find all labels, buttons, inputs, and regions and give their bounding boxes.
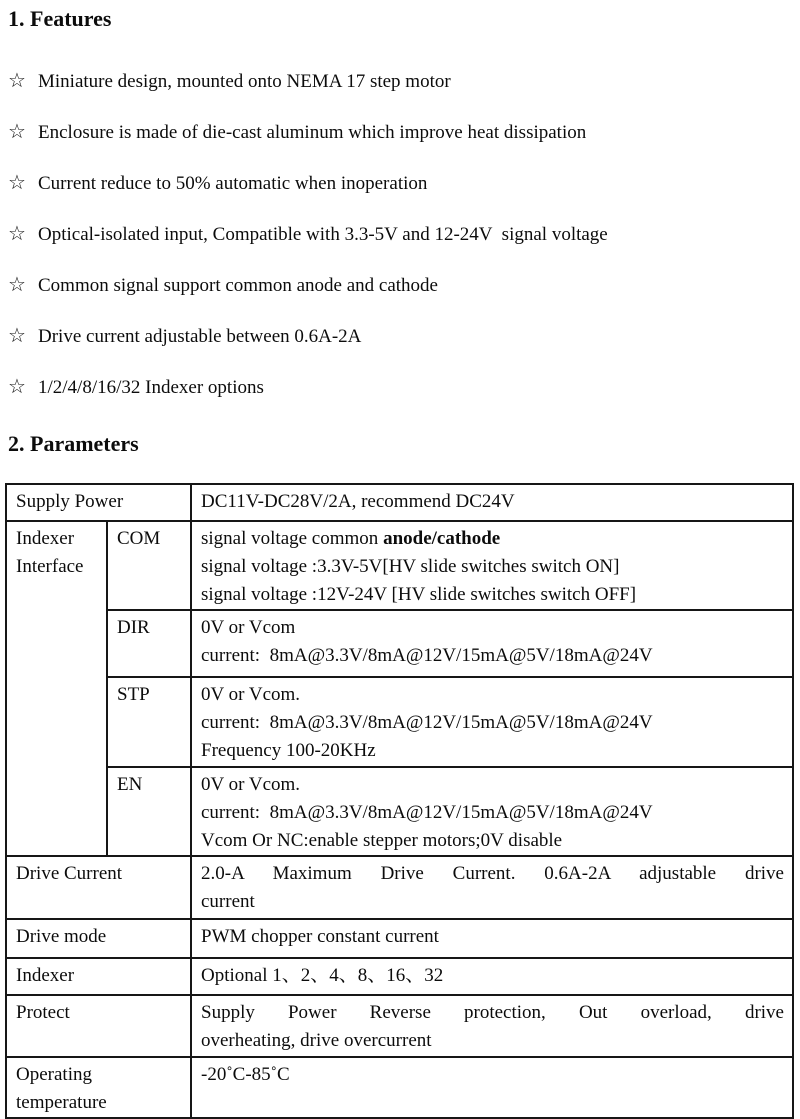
param-label-operating-temperature	[6, 1057, 191, 1118]
com-line-1	[201, 525, 784, 553]
param-value-stp	[191, 677, 793, 767]
feature-text: 1/2/4/8/16/32 Indexer options	[38, 377, 264, 398]
en-line-1: 0V or Vcom.	[201, 774, 301, 795]
param-label-drive-current: Drive Current	[6, 856, 191, 919]
row-operating-temperature	[6, 1057, 793, 1118]
row-drive-current	[6, 856, 793, 919]
com-line1-text: signal voltage common	[201, 528, 384, 549]
star-bullet-icon: ☆	[8, 376, 26, 398]
param-value-supply-power: DC11V-DC28V/2A, recommend DC24V	[191, 484, 793, 521]
feature-text: Current reduce to 50% automatic when inoperation	[38, 173, 428, 194]
indexer-interface-label-line1: Indexer	[16, 528, 75, 549]
row-en	[6, 767, 793, 856]
feature-item	[8, 375, 792, 400]
com-line-3: signal voltage :12V-24V [HV slide switches switch OFF]	[201, 584, 637, 605]
feature-text: Miniature design, mounted onto NEMA 17 step motor	[38, 71, 451, 92]
star-bullet-icon: ☆	[8, 223, 26, 245]
feature-text: Optical-isolated input, Compatible with 3.3-5V and 12-24V signal voltage	[38, 224, 608, 245]
param-sublabel-com: COM	[107, 521, 191, 610]
en-line-2: current: 8mA@3.3V/8mA@12V/15mA@5V/18mA@24V	[201, 802, 653, 823]
en-line-3: Vcom Or NC:enable stepper motors;0V disable	[201, 830, 563, 851]
operating-temperature-label-line1: Operating	[16, 1064, 92, 1085]
param-value-indexer: Optional 1、2、4、8、16、32	[191, 958, 793, 995]
parameters-heading: 2. Parameters	[8, 431, 139, 456]
dir-line-1: 0V or Vcom	[201, 617, 296, 638]
parameters-table	[5, 483, 794, 1119]
drive-current-line-2: current	[201, 891, 255, 912]
stp-line-3: Frequency 100-20KHz	[201, 740, 376, 761]
param-value-en	[191, 767, 793, 856]
star-bullet-icon: ☆	[8, 70, 26, 92]
param-value-dir	[191, 610, 793, 677]
stp-line-1: 0V or Vcom.	[201, 684, 301, 705]
star-bullet-icon: ☆	[8, 274, 26, 296]
drive-current-line-1: 2.0-A Maximum Drive Current. 0.6A-2A adjustable drive	[201, 863, 784, 884]
param-sublabel-en: EN	[107, 767, 191, 856]
param-label-drive-mode: Drive mode	[6, 919, 191, 958]
features-heading: 1. Features	[8, 6, 112, 31]
feature-item	[8, 171, 792, 196]
param-value-drive-current	[191, 856, 793, 919]
star-bullet-icon: ☆	[8, 325, 26, 347]
feature-item	[8, 120, 792, 145]
param-sublabel-dir: DIR	[107, 610, 191, 677]
param-sublabel-stp: STP	[107, 677, 191, 767]
star-bullet-icon: ☆	[8, 121, 26, 143]
protect-line-2: overheating, drive overcurrent	[201, 1030, 432, 1051]
param-value-com	[191, 521, 793, 610]
row-com	[6, 521, 793, 610]
param-label-indexer-interface	[6, 521, 107, 856]
row-stp	[6, 677, 793, 767]
param-label-protect: Protect	[6, 995, 191, 1057]
com-line1-bold: anode/cathode	[383, 528, 501, 549]
feature-text: Drive current adjustable between 0.6A-2A	[38, 326, 362, 347]
row-protect	[6, 995, 793, 1057]
protect-line-1: Supply Power Reverse protection, Out overload, drive	[201, 1002, 784, 1023]
dir-line-2: current: 8mA@3.3V/8mA@12V/15mA@5V/18mA@24V	[201, 645, 653, 666]
features-list	[5, 69, 792, 400]
param-value-drive-mode: PWM chopper constant current	[191, 919, 793, 958]
indexer-interface-label-line2: Interface	[16, 556, 84, 577]
feature-item	[8, 69, 792, 94]
feature-item	[8, 222, 792, 247]
param-label-supply-power: Supply Power	[6, 484, 191, 521]
feature-item	[8, 324, 792, 349]
feature-item	[8, 273, 792, 298]
com-line-2: signal voltage :3.3V-5V[HV slide switches switch ON]	[201, 556, 620, 577]
row-supply-power	[6, 484, 793, 521]
param-label-indexer: Indexer	[6, 958, 191, 995]
row-indexer	[6, 958, 793, 995]
param-value-protect	[191, 995, 793, 1057]
feature-text: Common signal support common anode and cathode	[38, 275, 438, 296]
row-drive-mode	[6, 919, 793, 958]
feature-text: Enclosure is made of die-cast aluminum which improve heat dissipation	[38, 122, 587, 143]
stp-line-2: current: 8mA@3.3V/8mA@12V/15mA@5V/18mA@24V	[201, 712, 653, 733]
operating-temperature-label-line2: temperature	[16, 1092, 107, 1113]
star-bullet-icon: ☆	[8, 172, 26, 194]
param-value-operating-temperature: -20˚C-85˚C	[191, 1057, 793, 1118]
row-dir	[6, 610, 793, 677]
